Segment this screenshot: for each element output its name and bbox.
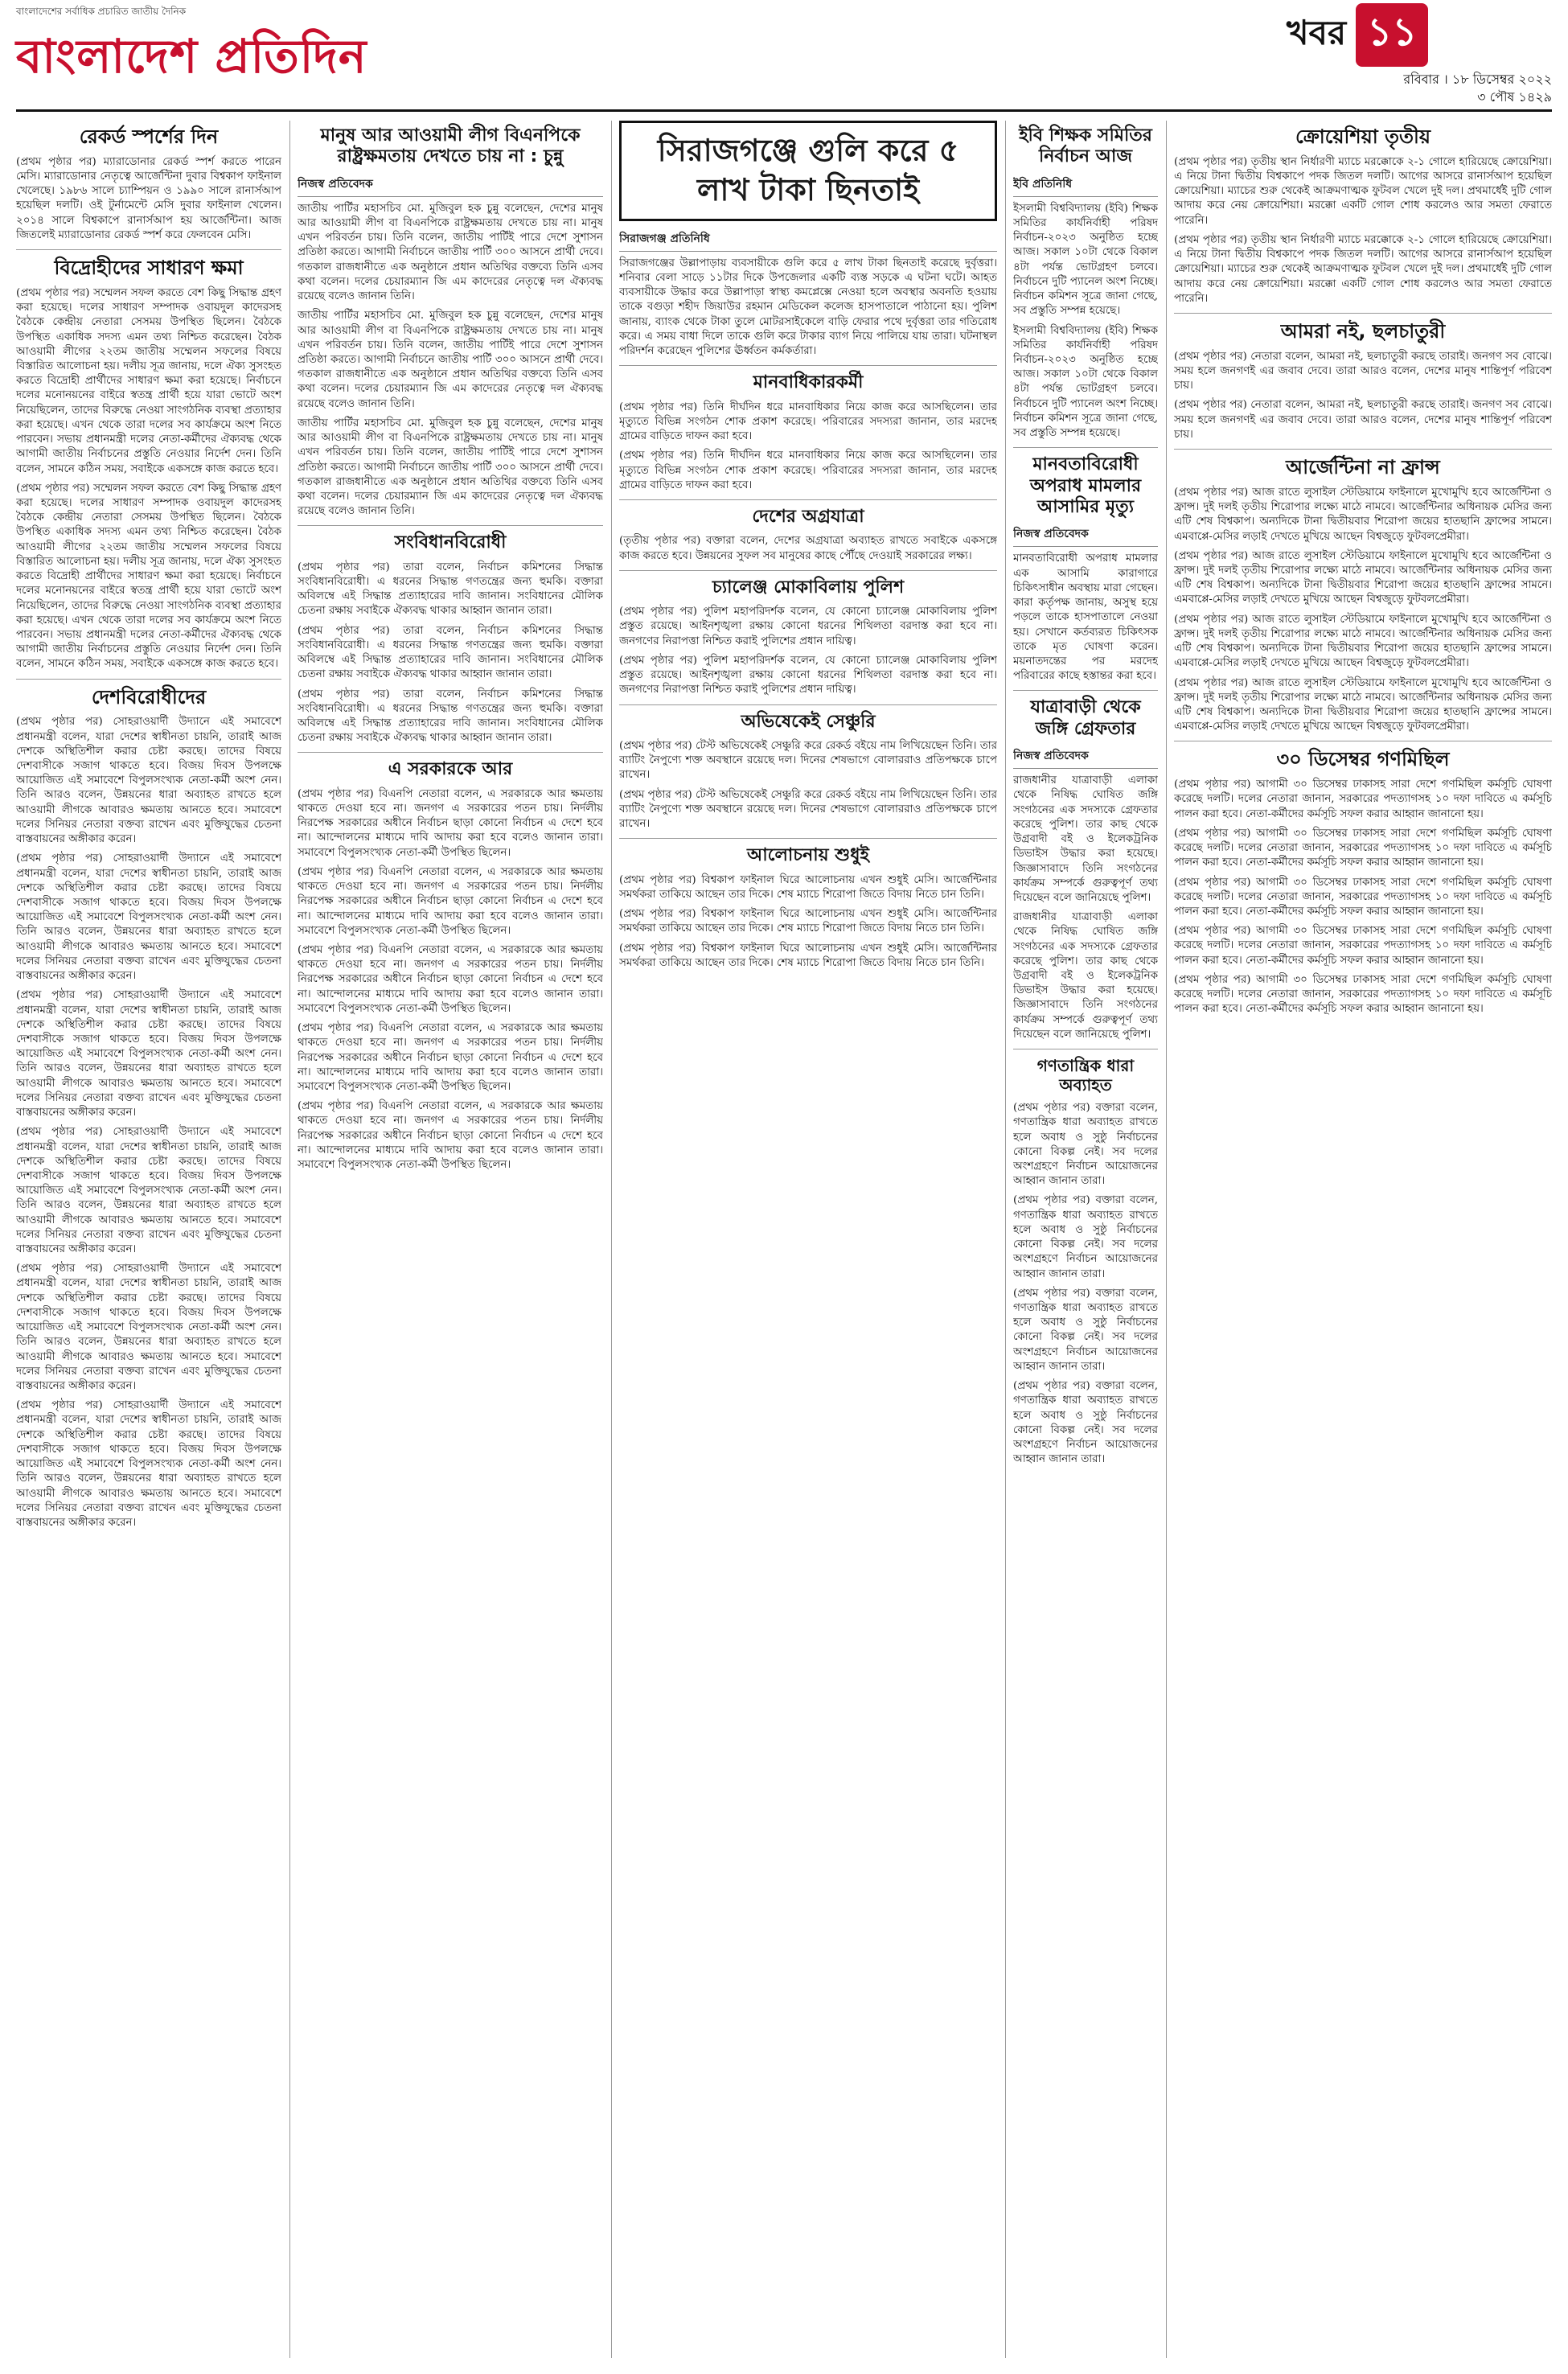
article-body: (প্রথম পৃষ্ঠার পর) আগামী ৩০ ডিসেম্বর ঢাকাসহ সারা দেশে গণমিছিল কর্মসূচি ঘোষণা করেছে দলটি। দলের নেতারা জানান, সরকারের পদত্যাগসহ ১০ দফা দাবিতে এ কর্মসূচি পালন করা হবে। নেতা-কর্মীদের কর্মসূচি সফল করার আহ্বান জানানো হয়। bbox=[1174, 778, 1552, 820]
article-body: (প্রথম পৃষ্ঠার পর) আজ রাতে লুসাইল স্টেডিয়ামে ফাইনালে মুখোমুখি হবে আর্জেন্টিনা ও ফ্রান্স। দুই দলই তৃতীয় শিরোপার লক্ষ্যে মাঠে নামবে। আর্জেন্টিনার অধিনায়ক মেসির জন্য এটি শেষ বিশ্বকাপ। অন্যদিকে টানা দ্বিতীয়বার শিরোপা জয়ের হাতছানি ফ্রান্সের সামনে। এমবাপ্পে-মেসির লড়াই দেখতে মুখিয়ে আছেন বিশ্বজুড়ে ফুটবলপ্রেমীরা। bbox=[1174, 676, 1552, 733]
column-3 bbox=[619, 121, 997, 2358]
byline: নিজস্ব প্রতিবেদক bbox=[298, 175, 603, 197]
article-body: ইসলামী বিশ্ববিদ্যালয় (ইবি) শিক্ষক সমিতির কার্যনির্বাহী পরিষদ নির্বাচন-২০২৩ অনুষ্ঠিত হচ্ছে আজ। সকাল ১০টা থেকে বিকাল ৪টা পর্যন্ত ভোটগ্রহণ চলবে। নির্বাচনে দুটি প্যানেল অংশ নিচ্ছে। নির্বাচন কমিশন সূত্রে জানা গেছে, সব প্রস্তুতি সম্পন্ন হয়েছে। bbox=[1013, 324, 1158, 440]
headline: মানুষ আর আওয়ামী লীগ বিএনপিকে রাষ্ট্রক্ষমতায় দেখতে চায় না : চুন্নু bbox=[320, 125, 581, 167]
article-body: (তৃতীয় পৃষ্ঠার পর) বক্তারা বলেন, দেশের অগ্রযাত্রা অব্যাহত রাখতে সবাইকে একসঙ্গে কাজ করতে হবে। উন্নয়নের সুফল সব মানুষের কাছে পৌঁছে দেওয়াই সরকারের লক্ষ্য। bbox=[619, 535, 997, 562]
byline: নিজস্ব প্রতিবেদক bbox=[1013, 524, 1158, 547]
headline: দেশবিরোধীদের bbox=[91, 685, 207, 709]
column-separator bbox=[611, 121, 612, 2358]
column-separator bbox=[289, 121, 290, 2358]
article-body: (প্রথম পৃষ্ঠার পর) টেস্ট অভিষেকেই সেঞ্চুরি করে রেকর্ড বইয়ে নাম লিখিয়েছেন তিনি। তার ব্যাটিং নৈপুণ্যে শক্ত অবস্থানে রয়েছে দল। দিনের শেষভাগে বোলাররাও প্রতিপক্ষকে চাপে রাখেন। bbox=[619, 788, 997, 831]
column-5 bbox=[1174, 121, 1552, 2358]
newspaper-logo: বাংলাদেশ প্রতিদিন bbox=[16, 29, 367, 84]
headline: ৩০ ডিসেম্বর গণমিছিল bbox=[1276, 748, 1450, 771]
article-body: (প্রথম পৃষ্ঠার পর) সোহরাওয়ার্দী উদ্যানে এই সমাবেশে প্রধানমন্ত্রী বলেন, যারা দেশের স্বাধীনতা চায়নি, তারাই আজ দেশকে অস্থিতিশীল করার চেষ্টা করছে। তাদের বিষয়ে দেশবাসীকে সজাগ থাকতে হবে। বিজয় দিবস উপলক্ষে আয়োজিত এই সমাবেশে বিপুলসংখ্যক নেতা-কর্মী অংশ নেন। তিনি আরও বলেন, উন্নয়নের ধারা অব্যাহত রাখতে হলে আওয়ামী লীগকে আবারও ক্ষমতায় আনতে হবে। সমাবেশে দলের সিনিয়র নেতারা বক্তব্য রাখেন এবং মুক্তিযুদ্ধের চেতনা বাস্তবায়নের অঙ্গীকার করেন। bbox=[16, 716, 281, 846]
article-body: (প্রথম পৃষ্ঠার পর) আজ রাতে লুসাইল স্টেডিয়ামে ফাইনালে মুখোমুখি হবে আর্জেন্টিনা ও ফ্রান্স। দুই দলই তৃতীয় শিরোপার লক্ষ্যে মাঠে নামবে। আর্জেন্টিনার অধিনায়ক মেসির জন্য এটি শেষ বিশ্বকাপ। অন্যদিকে টানা দ্বিতীয়বার শিরোপা জয়ের হাতছানি ফ্রান্সের সামনে। এমবাপ্পে-মেসির লড়াই দেখতে মুখিয়ে আছেন বিশ্বজুড়ে ফুটবলপ্রেমীরা। bbox=[1174, 613, 1552, 670]
article-body: (প্রথম পৃষ্ঠার পর) নেতারা বলেন, আমরা নই, ছলচাতুরী করছে তারাই। জনগণ সব বোঝে। সময় হলে জনগণই এর জবাব দেবে। তারা আরও বলেন, দেশের মানুষ শান্তিপূর্ণ পরিবেশ চায়। bbox=[1174, 399, 1552, 441]
article-body: (প্রথম পৃষ্ঠার পর) বিএনপি নেতারা বলেন, এ সরকারকে আর ক্ষমতায় থাকতে দেওয়া হবে না। জনগণ এ সরকারের পতন চায়। নির্দলীয় নিরপেক্ষ সরকারের অধীনে নির্বাচন ছাড়া কোনো নির্বাচন এ দেশে হবে না। আন্দোলনের মাধ্যমে দাবি আদায় করা হবে বলেও জানান তারা। সমাবেশে বিপুলসংখ্যক নেতা-কর্মী উপস্থিত ছিলেন। bbox=[298, 787, 603, 859]
masthead bbox=[16, 0, 1552, 106]
article-body: (প্রথম পৃষ্ঠার পর) তারা বলেন, নির্বাচন কমিশনের সিদ্ধান্ত সংবিধানবিরোধী। এ ধরনের সিদ্ধান্ত গণতন্ত্রের জন্য হুমকি। বক্তারা অবিলম্বে এই সিদ্ধান্ত প্রত্যাহারের দাবি জানান। সংবিধানের মৌলিক চেতনা রক্ষায় সবাইকে ঐক্যবদ্ধ থাকার আহ্বান জানান তারা। bbox=[298, 688, 603, 745]
date-line: রবিবার । ১৮ ডিসেম্বর ২০২২ bbox=[1403, 72, 1552, 87]
headline: ইবি শিক্ষক সমিতির নির্বাচন আজ bbox=[1019, 125, 1152, 167]
article-body: রাজধানীর যাত্রাবাড়ী এলাকা থেকে নিষিদ্ধ ঘোষিত জঙ্গি সংগঠনের এক সদস্যকে গ্রেফতার করেছে পুলিশ। তার কাছ থেকে উগ্রবাদী বই ও ইলেকট্রনিক ডিভাইস উদ্ধার করা হয়েছে। জিজ্ঞাসাবাদে তিনি সংগঠনের কার্যক্রম সম্পর্কে গুরুত্বপূর্ণ তথ্য দিয়েছেন বলে জানিয়েছে পুলিশ। bbox=[1013, 911, 1158, 1041]
article-body: (প্রথম পৃষ্ঠার পর) সোহরাওয়ার্দী উদ্যানে এই সমাবেশে প্রধানমন্ত্রী বলেন, যারা দেশের স্বাধীনতা চায়নি, তারাই আজ দেশকে অস্থিতিশীল করার চেষ্টা করছে। তাদের বিষয়ে দেশবাসীকে সজাগ থাকতে হবে। বিজয় দিবস উপলক্ষে আয়োজিত এই সমাবেশে বিপুলসংখ্যক নেতা-কর্মী অংশ নেন। তিনি আরও বলেন, উন্নয়নের ধারা অব্যাহত রাখতে হলে আওয়ামী লীগকে আবারও ক্ষমতায় আনতে হবে। সমাবেশে দলের সিনিয়র নেতারা বক্তব্য রাখেন এবং মুক্তিযুদ্ধের চেতনা বাস্তবায়নের অঙ্গীকার করেন। bbox=[16, 852, 281, 983]
byline: নিজস্ব প্রতিবেদক bbox=[1013, 746, 1158, 769]
divider bbox=[298, 525, 603, 526]
headline: অভিষেকেই সেঞ্চুরি bbox=[741, 711, 876, 732]
masthead-tagline: বাংলাদেশের সর্বাধিক প্রচারিত জাতীয় দৈনিক bbox=[16, 6, 187, 17]
column-2 bbox=[298, 121, 603, 2358]
article-body: (প্রথম পৃষ্ঠার পর) নেতারা বলেন, আমরা নই, ছলচাতুরী করছে তারাই। জনগণ সব বোঝে। সময় হলে জনগণই এর জবাব দেবে। তারা আরও বলেন, দেশের মানুষ শান্তিপূর্ণ পরিবেশ চায়। bbox=[1174, 350, 1552, 392]
divider bbox=[298, 752, 603, 753]
headline: সংবিধানবিরোধী bbox=[394, 532, 507, 553]
article-body: (প্রথম পৃষ্ঠার পর) সোহরাওয়ার্দী উদ্যানে এই সমাবেশে প্রধানমন্ত্রী বলেন, যারা দেশের স্বাধীনতা চায়নি, তারাই আজ দেশকে অস্থিতিশীল করার চেষ্টা করছে। তাদের বিষয়ে দেশবাসীকে সজাগ থাকতে হবে। বিজয় দিবস উপলক্ষে আয়োজিত এই সমাবেশে বিপুলসংখ্যক নেতা-কর্মী অংশ নেন। তিনি আরও বলেন, উন্নয়নের ধারা অব্যাহত রাখতে হলে আওয়ামী লীগকে আবারও ক্ষমতায় আনতে হবে। সমাবেশে দলের সিনিয়র নেতারা বক্তব্য রাখেন এবং মুক্তিযুদ্ধের চেতনা বাস্তবায়নের অঙ্গীকার করেন। bbox=[16, 1399, 281, 1529]
article-body: ইসলামী বিশ্ববিদ্যালয় (ইবি) শিক্ষক সমিতির কার্যনির্বাহী পরিষদ নির্বাচন-২০২৩ অনুষ্ঠিত হচ্ছে আজ। সকাল ১০টা থেকে বিকাল ৪টা পর্যন্ত ভোটগ্রহণ চলবে। নির্বাচনে দুটি প্যানেল অংশ নিচ্ছে। নির্বাচন কমিশন সূত্রে জানা গেছে, সব প্রস্তুতি সম্পন্ন হয়েছে। bbox=[1013, 202, 1158, 318]
date-line-bangla: ৩ পৌষ ১৪২৯ bbox=[1477, 89, 1552, 105]
article-body: (প্রথম পৃষ্ঠার পর) বক্তারা বলেন, গণতান্ত্রিক ধারা অব্যাহত রাখতে হলে অবাধ ও সুষ্ঠু নির্বাচনের কোনো বিকল্প নেই। সব দলের অংশগ্রহণে নির্বাচন আয়োজনের আহ্বান জানান তারা। bbox=[1013, 1287, 1158, 1373]
article-body: (প্রথম পৃষ্ঠার পর) বিশ্বকাপ ফাইনাল ঘিরে আলোচনায় এখন শুধুই মেসি। আর্জেন্টিনার সমর্থকরা তাকিয়ে আছেন তার দিকে। শেষ ম্যাচে শিরোপা জিতে বিদায় নিতে চান তিনি। bbox=[619, 873, 997, 901]
byline: সিরাজগঞ্জ প্রতিনিধি bbox=[619, 229, 997, 252]
article-body: (প্রথম পৃষ্ঠার পর) সোহরাওয়ার্দী উদ্যানে এই সমাবেশে প্রধানমন্ত্রী বলেন, যারা দেশের স্বাধীনতা চায়নি, তারাই আজ দেশকে অস্থিতিশীল করার চেষ্টা করছে। তাদের বিষয়ে দেশবাসীকে সজাগ থাকতে হবে। বিজয় দিবস উপলক্ষে আয়োজিত এই সমাবেশে বিপুলসংখ্যক নেতা-কর্মী অংশ নেন। তিনি আরও বলেন, উন্নয়নের ধারা অব্যাহত রাখতে হলে আওয়ামী লীগকে আবারও ক্ষমতায় আনতে হবে। সমাবেশে দলের সিনিয়র নেতারা বক্তব্য রাখেন এবং মুক্তিযুদ্ধের চেতনা বাস্তবায়নের অঙ্গীকার করেন। bbox=[16, 1263, 281, 1393]
article-body: (প্রথম পৃষ্ঠার পর) সোহরাওয়ার্দী উদ্যানে এই সমাবেশে প্রধানমন্ত্রী বলেন, যারা দেশের স্বাধীনতা চায়নি, তারাই আজ দেশকে অস্থিতিশীল করার চেষ্টা করছে। তাদের বিষয়ে দেশবাসীকে সজাগ থাকতে হবে। বিজয় দিবস উপলক্ষে আয়োজিত এই সমাবেশে বিপুলসংখ্যক নেতা-কর্মী অংশ নেন। তিনি আরও বলেন, উন্নয়নের ধারা অব্যাহত রাখতে হলে আওয়ামী লীগকে আবারও ক্ষমতায় আনতে হবে। সমাবেশে দলের সিনিয়র নেতারা বক্তব্য রাখেন এবং মুক্তিযুদ্ধের চেতনা বাস্তবায়নের অঙ্গীকার করেন। bbox=[16, 989, 281, 1119]
section-name: খবর bbox=[1287, 12, 1347, 52]
article-body: (প্রথম পৃষ্ঠার পর) পুলিশ মহাপরিদর্শক বলেন, যে কোনো চ্যালেঞ্জ মোকাবিলায় পুলিশ প্রস্তুত রয়েছে। আইনশৃঙ্খলা রক্ষায় কোনো ধরনের শিথিলতা বরদাস্ত করা হবে না। জনগণের নিরাপত্তা নিশ্চিত করাই পুলিশের প্রধান দায়িত্ব। bbox=[619, 606, 997, 647]
article-body: (প্রথম পৃষ্ঠার পর) সোহরাওয়ার্দী উদ্যানে এই সমাবেশে প্রধানমন্ত্রী বলেন, যারা দেশের স্বাধীনতা চায়নি, তারাই আজ দেশকে অস্থিতিশীল করার চেষ্টা করছে। তাদের বিষয়ে দেশবাসীকে সজাগ থাকতে হবে। বিজয় দিবস উপলক্ষে আয়োজিত এই সমাবেশে বিপুলসংখ্যক নেতা-কর্মী অংশ নেন। তিনি আরও বলেন, উন্নয়নের ধারা অব্যাহত রাখতে হলে আওয়ামী লীগকে আবারও ক্ষমতায় আনতে হবে। সমাবেশে দলের সিনিয়র নেতারা বক্তব্য রাখেন এবং মুক্তিযুদ্ধের চেতনা বাস্তবায়নের অঙ্গীকার করেন। bbox=[16, 1126, 281, 1256]
headline: দেশের অগ্রযাত্রা bbox=[752, 507, 864, 528]
divider bbox=[619, 365, 997, 366]
headline: আলোচনায় শুধুই bbox=[747, 845, 869, 866]
headline: রেকর্ড স্পর্শের দিন bbox=[79, 125, 219, 148]
article-body: জাতীয় পার্টির মহাসচিব মো. মুজিবুল হক চুন্নু বলেছেন, দেশের মানুষ আর আওয়ামী লীগ বা বিএনপিকে রাষ্ট্রক্ষমতায় দেখতে চায় না। মানুষ এখন পরিবর্তন চায়। তিনি বলেন, জাতীয় পার্টিই পারে দেশে সুশাসন প্রতিষ্ঠা করতে। আগামী নির্বাচনে জাতীয় পার্টি ৩০০ আসনে প্রার্থী দেবে। গতকাল রাজধানীতে এক অনুষ্ঠানে প্রধান অতিথির বক্তব্যে তিনি এসব কথা বলেন। দলের চেয়ারম্যান জি এম কাদেরের নেতৃত্বে দল ঐক্যবদ্ধ রয়েছে বলেও জানান তিনি। bbox=[298, 417, 603, 518]
headline: গণতান্ত্রিক ধারা অব্যাহত bbox=[1036, 1056, 1135, 1095]
article-body: (প্রথম পৃষ্ঠার পর) তৃতীয় স্থান নির্ধারণী ম্যাচে মরক্কোকে ২-১ গোলে হারিয়েছে ক্রোয়েশিয়া। এ নিয়ে টানা দ্বিতীয় বিশ্বকাপে পদক জিতল দলটি। আগের আসরে রানার্সআপ হয়েছিল ক্রোয়েশিয়া। ম্যাচের শুরু থেকেই আক্রমণাত্মক ফুটবল খেলে দুই দল। প্রথমার্ধেই দুটি গোল আদায় করে নেয় ক্রোয়েশিয়া। মরক্কো একটি গোল শোধ করলেও আর সমতা ফেরাতে পারেনি। bbox=[1174, 155, 1552, 227]
page-number: ১১ bbox=[1356, 3, 1428, 67]
article-body: (প্রথম পৃষ্ঠার পর) আজ রাতে লুসাইল স্টেডিয়ামে ফাইনালে মুখোমুখি হবে আর্জেন্টিনা ও ফ্রান্স। দুই দলই তৃতীয় শিরোপার লক্ষ্যে মাঠে নামবে। আর্জেন্টিনার অধিনায়ক মেসির জন্য এটি শেষ বিশ্বকাপ। অন্যদিকে টানা দ্বিতীয়বার শিরোপা জয়ের হাতছানি ফ্রান্সের সামনে। এমবাপ্পে-মেসির লড়াই দেখতে মুখিয়ে আছেন বিশ্বজুড়ে ফুটবলপ্রেমীরা। bbox=[1174, 549, 1552, 606]
article-body: (প্রথম পৃষ্ঠার পর) তিনি দীর্ঘদিন ধরে মানবাধিকার নিয়ে কাজ করে আসছিলেন। তার মৃত্যুতে বিভিন্ন সংগঠন শোক প্রকাশ করেছে। পরিবারের সদস্যরা জানান, তার মরদেহ গ্রামের বাড়িতে দাফন করা হবে। bbox=[619, 400, 997, 443]
article-body: (প্রথম পৃষ্ঠার পর) বক্তারা বলেন, গণতান্ত্রিক ধারা অব্যাহত রাখতে হলে অবাধ ও সুষ্ঠু নির্বাচনের কোনো বিকল্প নেই। সব দলের অংশগ্রহণে নির্বাচন আয়োজনের আহ্বান জানান তারা। bbox=[1013, 1102, 1158, 1188]
divider bbox=[16, 679, 281, 680]
article-body: (প্রথম পৃষ্ঠার পর) টেস্ট অভিষেকেই সেঞ্চুরি করে রেকর্ড বইয়ে নাম লিখিয়েছেন তিনি। তার ব্যাটিং নৈপুণ্যে শক্ত অবস্থানে রয়েছে দল। দিনের শেষভাগে বোলাররাও প্রতিপক্ষকে চাপে রাখেন। bbox=[619, 739, 997, 782]
article-body: (প্রথম পৃষ্ঠার পর) সম্মেলন সফল করতে বেশ কিছু সিদ্ধান্ত গ্রহণ করা হয়েছে। দলের সাধারণ সম্পাদক ওবায়দুল কাদেরসহ বৈঠকে কেন্দ্রীয় নেতারা সেসময় উপস্থিত ছিলেন। বৈঠকে উপস্থিত একাধিক সদস্য এমন তথ্য নিশ্চিত করেছেন। বৈঠক আওয়ামী লীগের ২২তম জাতীয় সম্মেলন সফলের বিষয়ে বিস্তারিত আলোচনা হয়। দলীয় সূত্র জানায়, দলে ঐক্য সুসংহত করতে বিদ্রোহী প্রার্থীদের সাধারণ ক্ষমা করা হয়েছে। নির্বাচনে দলের মনোনয়নের বাইরে স্বতন্ত্র প্রার্থী হয়ে যারা ভোটে অংশ নিয়েছিলেন, তাদের বিরুদ্ধে নেওয়া সাংগঠনিক ব্যবস্থা প্রত্যাহার করা হয়েছে। এখন থেকে তারা দলের সব কার্যক্রমে অংশ নিতে পারবেন। সভায় প্রধানমন্ত্রী দলের নেতা-কর্মীদের ঐক্যবদ্ধ থেকে আগামী জাতীয় নির্বাচনের প্রস্তুতি নেওয়ার নির্দেশ দেন। তিনি বলেন, সামনে কঠিন সময়, সবাইকে একসঙ্গে কাজ করতে হবে। bbox=[16, 482, 281, 671]
column-separator bbox=[1005, 121, 1006, 2358]
article-body: রাজধানীর যাত্রাবাড়ী এলাকা থেকে নিষিদ্ধ ঘোষিত জঙ্গি সংগঠনের এক সদস্যকে গ্রেফতার করেছে পুলিশ। তার কাছ থেকে উগ্রবাদী বই ও ইলেকট্রনিক ডিভাইস উদ্ধার করা হয়েছে। জিজ্ঞাসাবাদে তিনি সংগঠনের কার্যক্রম সম্পর্কে গুরুত্বপূর্ণ তথ্য দিয়েছেন বলে জানিয়েছে পুলিশ। bbox=[1013, 774, 1158, 904]
divider bbox=[619, 499, 997, 500]
headline: আমরা নই, ছলচাতুরী bbox=[1280, 319, 1446, 343]
article-body: (প্রথম পৃষ্ঠার পর) তারা বলেন, নির্বাচন কমিশনের সিদ্ধান্ত সংবিধানবিরোধী। এ ধরনের সিদ্ধান্ত গণতন্ত্রের জন্য হুমকি। বক্তারা অবিলম্বে এই সিদ্ধান্ত প্রত্যাহারের দাবি জানান। সংবিধানের মৌলিক চেতনা রক্ষায় সবাইকে ঐক্যবদ্ধ থাকার আহ্বান জানান তারা। bbox=[298, 624, 603, 681]
article-body: (প্রথম পৃষ্ঠার পর) বিএনপি নেতারা বলেন, এ সরকারকে আর ক্ষমতায় থাকতে দেওয়া হবে না। জনগণ এ সরকারের পতন চায়। নির্দলীয় নিরপেক্ষ সরকারের অধীনে নির্বাচন ছাড়া কোনো নির্বাচন এ দেশে হবে না। আন্দোলনের মাধ্যমে দাবি আদায় করা হবে বলেও জানান তারা। সমাবেশে বিপুলসংখ্যক নেতা-কর্মী উপস্থিত ছিলেন। bbox=[298, 1100, 603, 1172]
divider bbox=[1174, 449, 1552, 450]
article-body: (প্রথম পৃষ্ঠার পর) বক্তারা বলেন, গণতান্ত্রিক ধারা অব্যাহত রাখতে হলে অবাধ ও সুষ্ঠু নির্বাচনের কোনো বিকল্প নেই। সব দলের অংশগ্রহণে নির্বাচন আয়োজনের আহ্বান জানান তারা। bbox=[1013, 1194, 1158, 1280]
article-body: (প্রথম পৃষ্ঠার পর) বিএনপি নেতারা বলেন, এ সরকারকে আর ক্ষমতায় থাকতে দেওয়া হবে না। জনগণ এ সরকারের পতন চায়। নির্দলীয় নিরপেক্ষ সরকারের অধীনে নির্বাচন ছাড়া কোনো নির্বাচন এ দেশে হবে না। আন্দোলনের মাধ্যমে দাবি আদায় করা হবে বলেও জানান তারা। সমাবেশে বিপুলসংখ্যক নেতা-কর্মী উপস্থিত ছিলেন। bbox=[298, 943, 603, 1015]
divider bbox=[619, 704, 997, 705]
headline: যাত্রাবাড়ী থেকে জঙ্গি গ্রেফতার bbox=[1030, 697, 1141, 739]
divider bbox=[1013, 690, 1158, 691]
article-body: (প্রথম পৃষ্ঠার পর) আজ রাতে লুসাইল স্টেডিয়ামে ফাইনালে মুখোমুখি হবে আর্জেন্টিনা ও ফ্রান্স। দুই দলই তৃতীয় শিরোপার লক্ষ্যে মাঠে নামবে। আর্জেন্টিনার অধিনায়ক মেসির জন্য এটি শেষ বিশ্বকাপ। অন্যদিকে টানা দ্বিতীয়বার শিরোপা জয়ের হাতছানি ফ্রান্সের সামনে। এমবাপ্পে-মেসির লড়াই দেখতে মুখিয়ে আছেন বিশ্বজুড়ে ফুটবলপ্রেমীরা। bbox=[1174, 486, 1552, 543]
column-4 bbox=[1013, 121, 1158, 2358]
article-body: (প্রথম পৃষ্ঠার পর) ম্যারাডোনার রেকর্ড স্পর্শ করতে পারেন মেসি। ম্যারাডোনার নেতৃত্বে আর্জেন্টিনা দুবার বিশ্বকাপ ফাইনাল খেলেছে। ১৯৮৬ সালে চ্যাম্পিয়ন ও ১৯৯০ সালে রানার্সআপ হয়েছিল দলটি। ওই টুর্নামেন্টে মেসি দুবার ফাইনাল খেলেন। ২০১৪ সালে বিশ্বকাপে রানার্সআপ হয় আর্জেন্টিনা। আজ জিতলেই ম্যারাডোনার রেকর্ড স্পর্শ করে ফেলবেন মেসি। bbox=[16, 155, 281, 241]
column-separator bbox=[1166, 121, 1167, 2358]
article-body: (প্রথম পৃষ্ঠার পর) বক্তারা বলেন, গণতান্ত্রিক ধারা অব্যাহত রাখতে হলে অবাধ ও সুষ্ঠু নির্বাচনের কোনো বিকল্প নেই। সব দলের অংশগ্রহণে নির্বাচন আয়োজনের আহ্বান জানান তারা। bbox=[1013, 1380, 1158, 1466]
lead-headline: সিরাজগঞ্জে গুলি করে ৫ লাখ টাকা ছিনতাই bbox=[619, 121, 997, 221]
headline: মানবাধিকারকর্মী bbox=[753, 372, 864, 393]
article-body: (প্রথম পৃষ্ঠার পর) তিনি দীর্ঘদিন ধরে মানবাধিকার নিয়ে কাজ করে আসছিলেন। তার মৃত্যুতে বিভিন্ন সংগঠন শোক প্রকাশ করেছে। পরিবারের সদস্যরা জানান, তার মরদেহ গ্রামের বাড়িতে দাফন করা হবে। bbox=[619, 450, 997, 491]
divider bbox=[619, 570, 997, 571]
divider bbox=[1174, 313, 1552, 314]
headline: এ সরকারকে আর bbox=[388, 759, 513, 780]
divider bbox=[1013, 447, 1158, 448]
masthead-rule bbox=[16, 109, 1552, 112]
article-body: (প্রথম পৃষ্ঠার পর) বিএনপি নেতারা বলেন, এ সরকারকে আর ক্ষমতায় থাকতে দেওয়া হবে না। জনগণ এ সরকারের পতন চায়। নির্দলীয় নিরপেক্ষ সরকারের অধীনে নির্বাচন ছাড়া কোনো নির্বাচন এ দেশে হবে না। আন্দোলনের মাধ্যমে দাবি আদায় করা হবে বলেও জানান তারা। সমাবেশে বিপুলসংখ্যক নেতা-কর্মী উপস্থিত ছিলেন। bbox=[298, 1022, 603, 1093]
byline: ইবি প্রতিনিধি bbox=[1013, 175, 1158, 197]
article-body: (প্রথম পৃষ্ঠার পর) পুলিশ মহাপরিদর্শক বলেন, যে কোনো চ্যালেঞ্জ মোকাবিলায় পুলিশ প্রস্তুত রয়েছে। আইনশৃঙ্খলা রক্ষায় কোনো ধরনের শিথিলতা বরদাস্ত করা হবে না। জনগণের নিরাপত্তা নিশ্চিত করাই পুলিশের প্রধান দায়িত্ব। bbox=[619, 654, 997, 696]
article-body: (প্রথম পৃষ্ঠার পর) তৃতীয় স্থান নির্ধারণী ম্যাচে মরক্কোকে ২-১ গোলে হারিয়েছে ক্রোয়েশিয়া। এ নিয়ে টানা দ্বিতীয় বিশ্বকাপে পদক জিতল দলটি। আগের আসরে রানার্সআপ হয়েছিল ক্রোয়েশিয়া। ম্যাচের শুরু থেকেই আক্রমণাত্মক ফুটবল খেলে দুই দল। প্রথমার্ধেই দুটি গোল আদায় করে নেয় ক্রোয়েশিয়া। মরক্কো একটি গোল শোধ করলেও আর সমতা ফেরাতে পারেনি। bbox=[1174, 233, 1552, 305]
article-body: (প্রথম পৃষ্ঠার পর) আগামী ৩০ ডিসেম্বর ঢাকাসহ সারা দেশে গণমিছিল কর্মসূচি ঘোষণা করেছে দলটি। দলের নেতারা জানান, সরকারের পদত্যাগসহ ১০ দফা দাবিতে এ কর্মসূচি পালন করা হবে। নেতা-কর্মীদের কর্মসূচি সফল করার আহ্বান জানানো হয়। bbox=[1174, 876, 1552, 918]
article-body: (প্রথম পৃষ্ঠার পর) আগামী ৩০ ডিসেম্বর ঢাকাসহ সারা দেশে গণমিছিল কর্মসূচি ঘোষণা করেছে দলটি। দলের নেতারা জানান, সরকারের পদত্যাগসহ ১০ দফা দাবিতে এ কর্মসূচি পালন করা হবে। নেতা-কর্মীদের কর্মসূচি সফল করার আহ্বান জানানো হয়। bbox=[1174, 973, 1552, 1016]
divider bbox=[619, 838, 997, 839]
divider bbox=[16, 249, 281, 250]
headline: আর্জেন্টিনা না ফ্রান্স bbox=[1286, 456, 1440, 479]
article-body: (প্রথম পৃষ্ঠার পর) বিশ্বকাপ ফাইনাল ঘিরে আলোচনায় এখন শুধুই মেসি। আর্জেন্টিনার সমর্থকরা তাকিয়ে আছেন তার দিকে। শেষ ম্যাচে শিরোপা জিতে বিদায় নিতে চান তিনি। bbox=[619, 942, 997, 969]
article-body: (প্রথম পৃষ্ঠার পর) আগামী ৩০ ডিসেম্বর ঢাকাসহ সারা দেশে গণমিছিল কর্মসূচি ঘোষণা করেছে দলটি। দলের নেতারা জানান, সরকারের পদত্যাগসহ ১০ দফা দাবিতে এ কর্মসূচি পালন করা হবে। নেতা-কর্মীদের কর্মসূচি সফল করার আহ্বান জানানো হয়। bbox=[1174, 925, 1552, 967]
headline: বিদ্রোহীদের সাধারণ ক্ষমা bbox=[54, 257, 244, 280]
article-body: মানবতাবিরোধী অপরাধ মামলার এক আসামি কারাগারে চিকিৎসাধীন অবস্থায় মারা গেছেন। কারা কর্তৃপক্ষ জানায়, অসুস্থ হয়ে পড়লে তাকে হাসপাতালে নেওয়া হয়। সেখানে কর্তব্যরত চিকিৎসক তাকে মৃত ঘোষণা করেন। ময়নাতদন্তের পর মরদেহ পরিবারের কাছে হস্তান্তর করা হবে। bbox=[1013, 552, 1158, 683]
headline: ক্রোয়েশিয়া তৃতীয় bbox=[1295, 125, 1431, 148]
article-body: সিরাজগঞ্জের উল্লাপাড়ায় ব্যবসায়ীকে গুলি করে ৫ লাখ টাকা ছিনতাই করেছে দুর্বৃত্তরা। শনিবার বেলা সাড়ে ১১টার দিকে উপজেলার একটি ব্যস্ত সড়কে এ ঘটনা ঘটে। আহত ব্যবসায়ীকে উদ্ধার করে উল্লাপাড়া স্বাস্থ্য কমপ্লেক্সে নেওয়া হলে অবস্থার অবনতি হওয়ায় তাকে বগুড়া শহীদ জিয়াউর রহমান মেডিকেল কলেজ হাসপাতালে পাঠানো হয়। পুলিশ জানায়, ব্যাংক থেকে টাকা তুলে মোটরসাইকেলে বাড়ি ফেরার পথে দুর্বৃত্তরা তার গতিরোধ করে। এ সময় বাধা দিলে তাকে গুলি করে টাকার ব্যাগ নিয়ে পালিয়ে যায় তারা। ঘটনাস্থল পরিদর্শন করেছেন পুলিশের ঊর্ধ্বতন কর্মকর্তারা। bbox=[619, 257, 997, 358]
column-1 bbox=[16, 121, 281, 2358]
article-body: জাতীয় পার্টির মহাসচিব মো. মুজিবুল হক চুন্নু বলেছেন, দেশের মানুষ আর আওয়ামী লীগ বা বিএনপিকে রাষ্ট্রক্ষমতায় দেখতে চায় না। মানুষ এখন পরিবর্তন চায়। তিনি বলেন, জাতীয় পার্টিই পারে দেশে সুশাসন প্রতিষ্ঠা করতে। আগামী নির্বাচনে জাতীয় পার্টি ৩০০ আসনে প্রার্থী দেবে। গতকাল রাজধানীতে এক অনুষ্ঠানে প্রধান অতিথির বক্তব্যে তিনি এসব কথা বলেন। দলের চেয়ারম্যান জি এম কাদেরের নেতৃত্বে দল ঐক্যবদ্ধ রয়েছে বলেও জানান তিনি। bbox=[298, 202, 603, 303]
headline: চ্যালেঞ্জ মোকাবিলায় পুলিশ bbox=[712, 577, 905, 598]
article-body: (প্রথম পৃষ্ঠার পর) সম্মেলন সফল করতে বেশ কিছু সিদ্ধান্ত গ্রহণ করা হয়েছে। দলের সাধারণ সম্পাদক ওবায়দুল কাদেরসহ বৈঠকে কেন্দ্রীয় নেতারা সেসময় উপস্থিত ছিলেন। বৈঠকে উপস্থিত একাধিক সদস্য এমন তথ্য নিশ্চিত করেছেন। বৈঠক আওয়ামী লীগের ২২তম জাতীয় সম্মেলন সফলের বিষয়ে বিস্তারিত আলোচনা হয়। দলীয় সূত্র জানায়, দলে ঐক্য সুসংহত করতে বিদ্রোহী প্রার্থীদের সাধারণ ক্ষমা করা হয়েছে। নির্বাচনে দলের মনোনয়নের বাইরে স্বতন্ত্র প্রার্থী হয়ে যারা ভোটে অংশ নিয়েছিলেন, তাদের বিরুদ্ধে নেওয়া সাংগঠনিক ব্যবস্থা প্রত্যাহার করা হয়েছে। এখন থেকে তারা দলের সব কার্যক্রমে অংশ নিতে পারবেন। সভায় প্রধানমন্ত্রী দলের নেতা-কর্মীদের ঐক্যবদ্ধ থেকে আগামী জাতীয় নির্বাচনের প্রস্তুতি নেওয়ার নির্দেশ দেন। তিনি বলেন, সামনে কঠিন সময়, সবাইকে একসঙ্গে কাজ করতে হবে। bbox=[16, 286, 281, 475]
article-body: জাতীয় পার্টির মহাসচিব মো. মুজিবুল হক চুন্নু বলেছেন, দেশের মানুষ আর আওয়ামী লীগ বা বিএনপিকে রাষ্ট্রক্ষমতায় দেখতে চায় না। মানুষ এখন পরিবর্তন চায়। তিনি বলেন, জাতীয় পার্টিই পারে দেশে সুশাসন প্রতিষ্ঠা করতে। আগামী নির্বাচনে জাতীয় পার্টি ৩০০ আসনে প্রার্থী দেবে। গতকাল রাজধানীতে এক অনুষ্ঠানে প্রধান অতিথির বক্তব্যে তিনি এসব কথা বলেন। দলের চেয়ারম্যান জি এম কাদেরের নেতৃত্বে দল ঐক্যবদ্ধ রয়েছে বলেও জানান তিনি। bbox=[298, 310, 603, 410]
section-label bbox=[1287, 6, 1552, 63]
article-body: (প্রথম পৃষ্ঠার পর) তারা বলেন, নির্বাচন কমিশনের সিদ্ধান্ত সংবিধানবিরোধী। এ ধরনের সিদ্ধান্ত গণতন্ত্রের জন্য হুমকি। বক্তারা অবিলম্বে এই সিদ্ধান্ত প্রত্যাহারের দাবি জানান। সংবিধানের মৌলিক চেতনা রক্ষায় সবাইকে ঐক্যবদ্ধ থাকার আহ্বান জানান তারা। bbox=[298, 561, 603, 618]
headline: মানবতাবিরোধী অপরাধ মামলার আসামির মৃত্যু bbox=[1029, 454, 1142, 518]
article-body: (প্রথম পৃষ্ঠার পর) বিশ্বকাপ ফাইনাল ঘিরে আলোচনায় এখন শুধুই মেসি। আর্জেন্টিনার সমর্থকরা তাকিয়ে আছেন তার দিকে। শেষ ম্যাচে শিরোপা জিতে বিদায় নিতে চান তিনি। bbox=[619, 908, 997, 935]
article-body: (প্রথম পৃষ্ঠার পর) আগামী ৩০ ডিসেম্বর ঢাকাসহ সারা দেশে গণমিছিল কর্মসূচি ঘোষণা করেছে দলটি। দলের নেতারা জানান, সরকারের পদত্যাগসহ ১০ দফা দাবিতে এ কর্মসূচি পালন করা হবে। নেতা-কর্মীদের কর্মসূচি সফল করার আহ্বান জানানো হয়। bbox=[1174, 827, 1552, 869]
article-body: (প্রথম পৃষ্ঠার পর) বিএনপি নেতারা বলেন, এ সরকারকে আর ক্ষমতায় থাকতে দেওয়া হবে না। জনগণ এ সরকারের পতন চায়। নির্দলীয় নিরপেক্ষ সরকারের অধীনে নির্বাচন ছাড়া কোনো নির্বাচন এ দেশে হবে না। আন্দোলনের মাধ্যমে দাবি আদায় করা হবে বলেও জানান তারা। সমাবেশে বিপুলসংখ্যক নেতা-কর্মী উপস্থিত ছিলেন। bbox=[298, 865, 603, 937]
